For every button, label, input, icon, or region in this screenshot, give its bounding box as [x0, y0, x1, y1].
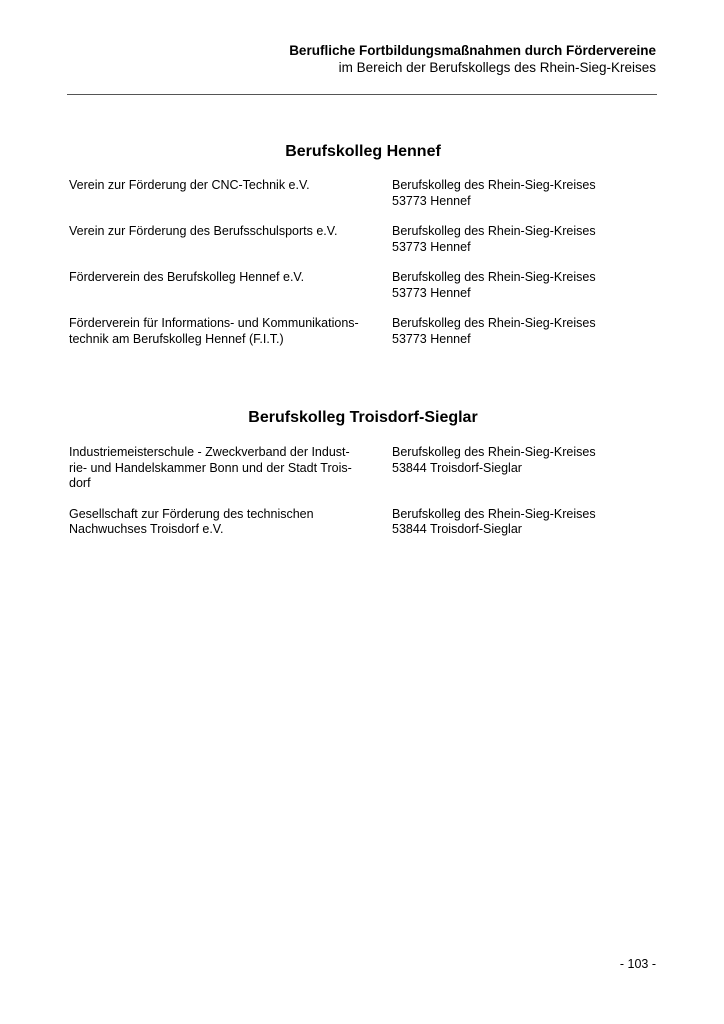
association-address: Berufskolleg des Rhein-Sieg-Kreises 53773 Hennef [392, 224, 596, 254]
section-berufskolleg-hennef [69, 142, 657, 362]
association-address: Berufskolleg des Rhein-Sieg-Kreises 53844 Troisdorf-Sieglar [392, 445, 596, 475]
association-address: Berufskolleg des Rhein-Sieg-Kreises 53773 Hennef [392, 316, 596, 346]
association-address: Berufskolleg des Rhein-Sieg-Kreises 53773 Hennef [392, 270, 596, 300]
header-divider [67, 94, 657, 95]
association-name: Gesellschaft zur Förderung des technischen Nachwuchses Troisdorf e.V. [69, 506, 314, 536]
association-name: Industriemeisterschule - Zweckverband der Indust- rie- und Handelskammer Bonn und der Stadt Trois- dorf [69, 445, 352, 490]
association-name: Verein zur Förderung des Berufsschulsports e.V. [69, 224, 338, 238]
header-subtitle: im Bereich der Berufskollegs des Rhein-Sieg-Kreises [338, 60, 656, 75]
association-address: Berufskolleg des Rhein-Sieg-Kreises 53773 Hennef [392, 178, 596, 208]
page-number: - 103 - [619, 957, 656, 971]
entry-list [69, 178, 657, 347]
list-item [69, 445, 657, 492]
section-title: Berufskolleg Hennef [285, 143, 441, 160]
association-name: Förderverein für Informations- und Kommunikations- technik am Berufskolleg Hennef (F.I.T.) [69, 316, 359, 346]
list-item [69, 270, 657, 301]
list-item [69, 224, 657, 255]
list-item [69, 316, 657, 347]
list-item [69, 507, 657, 538]
section-title: Berufskolleg Troisdorf-Sieglar [248, 409, 478, 426]
page-header [289, 42, 656, 76]
association-address: Berufskolleg des Rhein-Sieg-Kreises 53844 Troisdorf-Sieglar [392, 506, 596, 536]
list-item [69, 178, 657, 209]
entry-list [69, 445, 657, 538]
header-title: Berufliche Fortbildungsmaßnahmen durch Fördervereine [289, 43, 656, 58]
section-berufskolleg-troisdorf-sieglar [69, 408, 657, 553]
association-name: Verein zur Förderung der CNC-Technik e.V. [69, 178, 310, 192]
association-name: Förderverein des Berufskolleg Hennef e.V. [69, 270, 305, 284]
